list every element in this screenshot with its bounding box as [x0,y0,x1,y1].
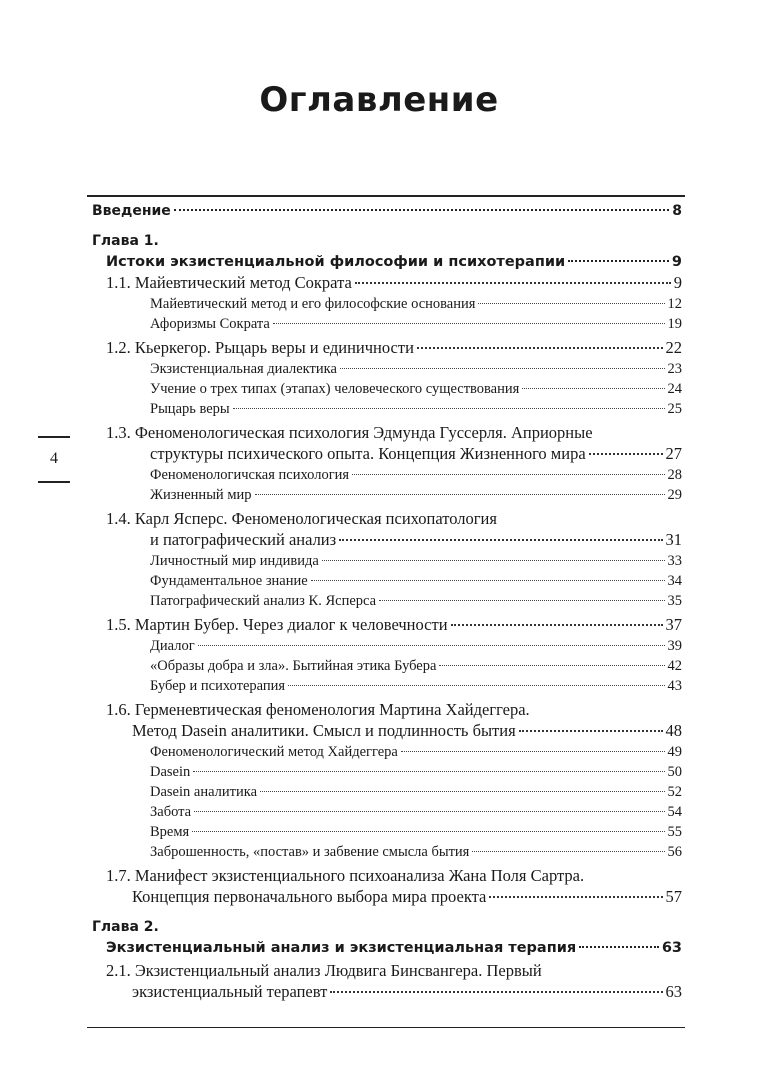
toc-subentry[interactable]: Забота 54 [150,804,682,820]
toc-subentry[interactable]: Диалог 39 [150,638,682,654]
toc-entry-intro[interactable]: Введение 8 [92,203,682,219]
toc-bottom-rule [87,1027,685,1028]
toc-subentry[interactable]: «Образы добра и зла». Бытийная этика Бубера 42 [150,658,682,674]
toc-subentry[interactable]: Фундаментальное знание 34 [150,573,682,589]
toc-subentry[interactable]: Феноменологичская психология 28 [150,467,682,483]
chapter-2-label: Глава 2. [92,919,159,935]
toc-entry-chapter-2[interactable]: Экзистенциальный анализ и экзистенциальная терапия 63 [106,940,682,956]
toc-entry-2-1-line1[interactable]: 2.1. Экзистенциальный анализ Людвига Бинсвангера. Первый [106,961,542,980]
toc-entry-2-1[interactable]: экзистенциальный терапевт 63 [132,982,682,1001]
chapter-1-label: Глава 1. [92,233,159,249]
toc-subentry[interactable]: Феноменологический метод Хайдеггера 49 [150,744,682,760]
toc-subentry[interactable]: Экзистенциальная диалектика 23 [150,361,682,377]
page-number: 4 [50,450,58,467]
page-number-bottom-rule [38,481,70,483]
toc-subentry[interactable]: Dasein аналитика 52 [150,784,682,800]
toc-entry-1-3[interactable]: структуры психического опыта. Концепция Жизненного мира 27 [150,444,682,463]
toc-entry-1-7[interactable]: Концепция первоначального выбора мира проекта 57 [132,887,682,906]
toc-subentry[interactable]: Заброшенность, «постав» и забвение смысла бытия 56 [150,844,682,860]
toc-top-rule [87,195,685,197]
toc-entry-1-7-line1[interactable]: 1.7. Манифест экзистенциального психоанализа Жана Поля Сартра. [106,866,585,885]
toc-entry-1-2[interactable]: 1.2. Кьеркегор. Рыцарь веры и единичности 22 [106,338,682,357]
toc-entry-1-1[interactable]: 1.1. Майевтический метод Сократа 9 [106,273,682,292]
toc-entry-1-4-line1[interactable]: 1.4. Карл Ясперс. Феноменологическая психопатология [106,509,497,528]
toc-entry-1-3-line1[interactable]: 1.3. Феноменологическая психология Эдмунда Гуссерля. Априорные [106,423,593,442]
toc-entry-1-6[interactable]: Метод Dasein аналитики. Смысл и подлинность бытия 48 [132,721,682,740]
toc-subentry[interactable]: Афоризмы Сократа 19 [150,316,682,332]
toc-subentry[interactable]: Патографический анализ К. Ясперса 35 [150,593,682,609]
toc-subentry[interactable]: Рыцарь веры 25 [150,401,682,417]
page-title: Оглавление [259,80,499,120]
table-of-contents [92,200,682,1002]
toc-subentry[interactable]: Личностный мир индивида 33 [150,553,682,569]
toc-subentry[interactable]: Учение о трех типах (этапах) человеческого существования 24 [150,381,682,397]
page-number-block [38,436,70,483]
toc-entry-1-5[interactable]: 1.5. Мартин Бубер. Через диалог к человечности 37 [106,615,682,634]
toc-subentry[interactable]: Dasein 50 [150,764,682,780]
toc-entry-chapter-1[interactable]: Истоки экзистенциальной философии и психотерапии 9 [106,254,682,270]
toc-entry-1-6-line1[interactable]: 1.6. Герменевтическая феноменология Мартина Хайдеггера. [106,700,530,719]
toc-subentry[interactable]: Майевтический метод и его философские основания 12 [150,296,682,312]
toc-subentry[interactable]: Жизненный мир 29 [150,487,682,503]
toc-subentry[interactable]: Время 55 [150,824,682,840]
toc-entry-1-4[interactable]: и патографический анализ 31 [150,530,682,549]
toc-subentry[interactable]: Бубер и психотерапия 43 [150,678,682,694]
